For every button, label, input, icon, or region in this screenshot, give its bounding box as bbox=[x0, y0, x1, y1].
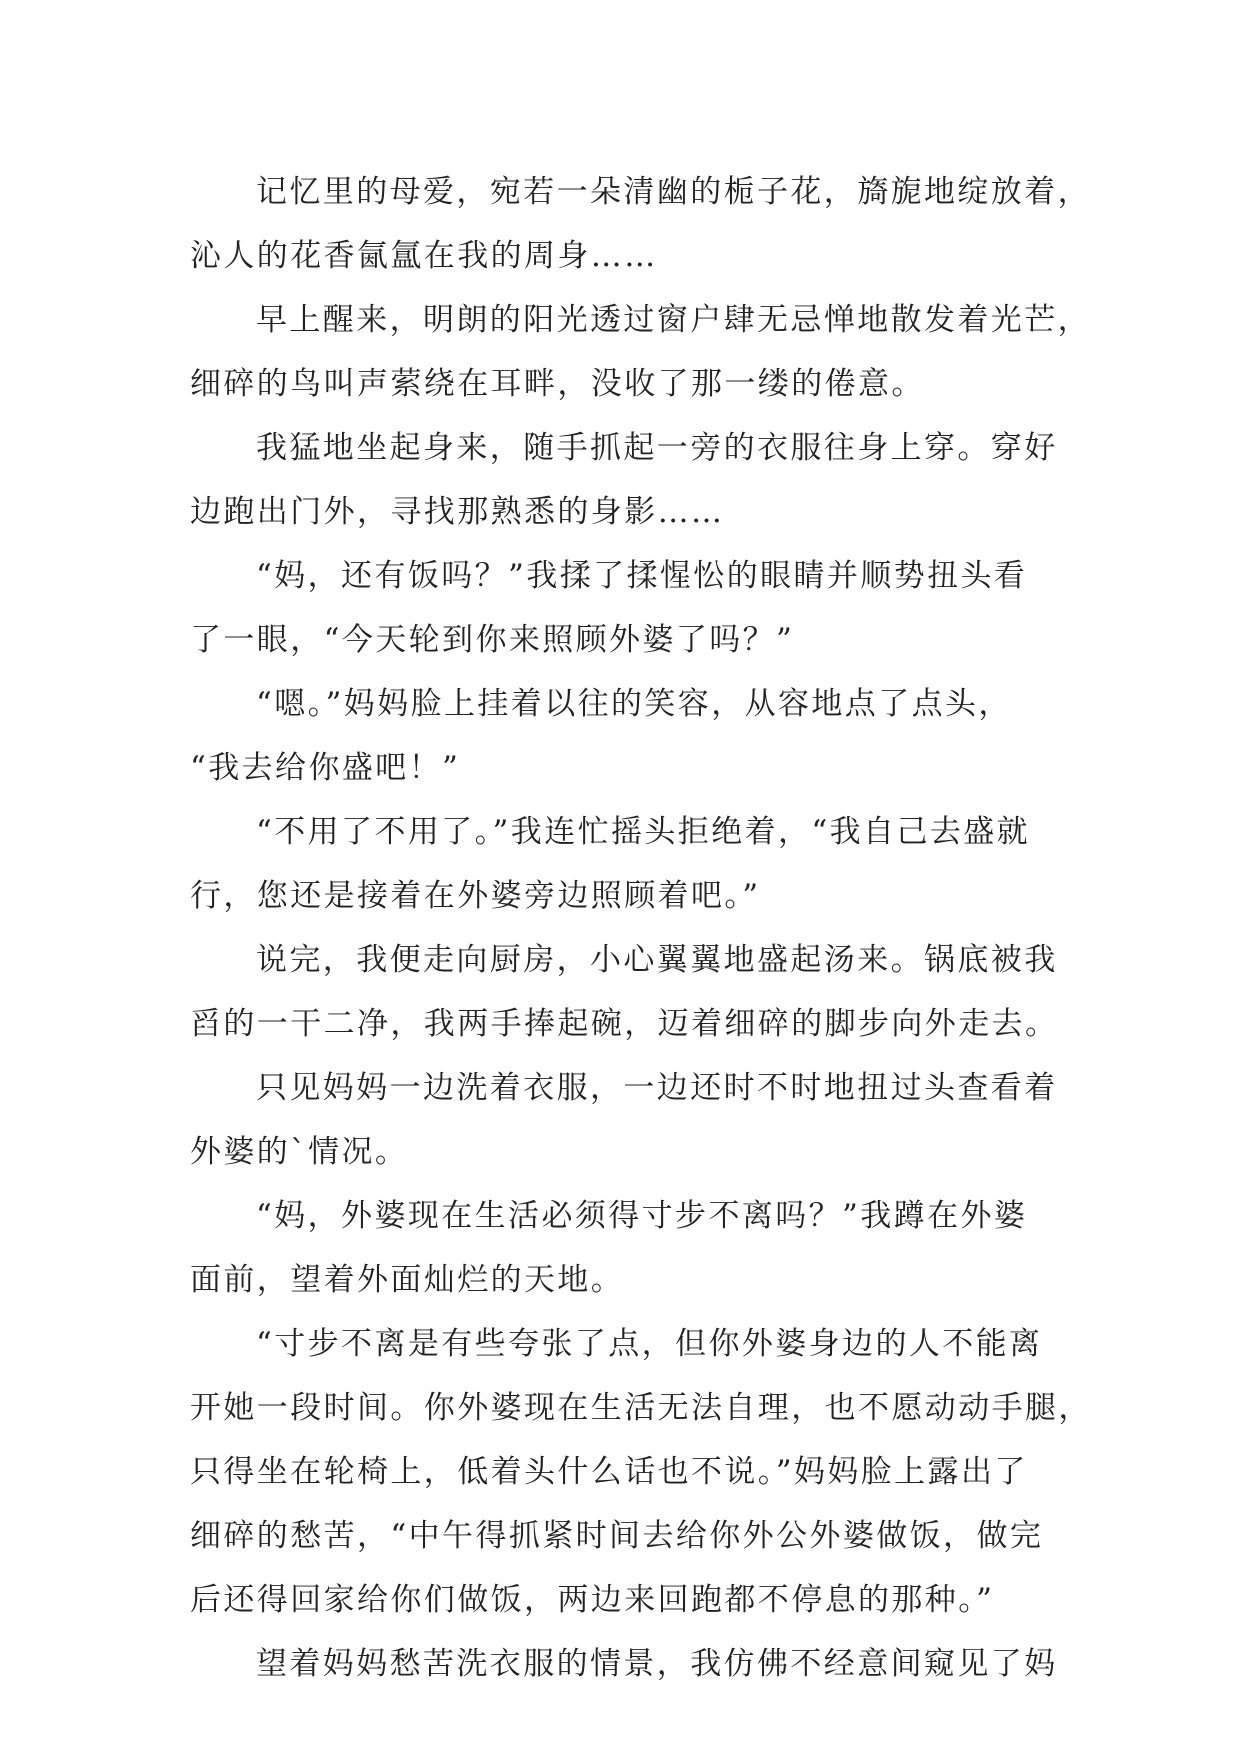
paragraph-10 bbox=[190, 1312, 1092, 1632]
paragraph-line: 后还得回家给你们做饭，两边来回跑都不停息的那种。” bbox=[190, 1582, 995, 1618]
paragraph-1 bbox=[190, 160, 1091, 288]
paragraph-11 bbox=[190, 1632, 1058, 1696]
paragraph-line: 边跑出门外，寻找那熟悉的身影…… bbox=[190, 494, 725, 530]
paragraph-5 bbox=[190, 672, 1050, 800]
paragraph-4 bbox=[190, 544, 1050, 672]
paragraph-line: “不用了不用了。”我连忙摇头拒绝着，“我自己去盛就 bbox=[256, 814, 1031, 850]
paragraph-line: 外婆的`情况。 bbox=[190, 1134, 409, 1170]
paragraph-7 bbox=[190, 928, 1059, 1056]
paragraph-line: “寸步不离是有些夸张了点，但你外婆身边的人不能离 bbox=[256, 1326, 1043, 1362]
paragraph-line: 记忆里的母爱，宛若一朵清幽的栀子花，旖旎地绽放着， bbox=[256, 174, 1091, 210]
paragraph-line: “嗯。”妈妈脸上挂着以往的笑容，从容地点了点头， bbox=[256, 686, 1012, 722]
paragraph-6 bbox=[190, 800, 1050, 928]
paragraph-line: 沁人的花香氤氲在我的周身…… bbox=[190, 238, 658, 274]
paragraph-line: “妈，还有饭吗？”我揉了揉惺忪的眼睛并顺势扭头看 bbox=[256, 558, 1028, 594]
paragraph-line: 舀的一干二净，我两手捧起碗，迈着细碎的脚步向外走去。 bbox=[190, 1006, 1059, 1042]
paragraph-line: 望着妈妈愁苦洗衣服的情景，我仿佛不经意间窥见了妈 bbox=[256, 1646, 1058, 1682]
paragraph-8 bbox=[190, 1056, 1058, 1184]
paragraph-line: 只见妈妈一边洗着衣服，一边还时不时地扭过头查看着 bbox=[256, 1070, 1058, 1106]
paragraph-line: 面前，望着外面灿烂的天地。 bbox=[190, 1262, 625, 1298]
paragraph-2 bbox=[190, 288, 1091, 416]
paragraph-line: 细碎的愁苦，“中午得抓紧时间去给你外公外婆做饭，做完 bbox=[190, 1518, 1044, 1554]
paragraph-line: 了一眼，“今天轮到你来照顾外婆了吗？” bbox=[190, 622, 795, 658]
paragraph-line: 早上醒来，明朗的阳光透过窗户肆无忌惮地散发着光芒， bbox=[256, 302, 1091, 338]
paragraph-line: 我猛地坐起身来，随手抓起一旁的衣服往身上穿。穿好 bbox=[256, 430, 1058, 466]
paragraph-line: 只得坐在轮椅上，低着头什么话也不说。”妈妈脸上露出了 bbox=[190, 1454, 1028, 1490]
document-body bbox=[190, 160, 1092, 1696]
paragraph-line: 细碎的鸟叫声萦绕在耳畔，没收了那一缕的倦意。 bbox=[190, 366, 925, 402]
paragraph-line: “我去给你盛吧！” bbox=[190, 750, 461, 786]
paragraph-3 bbox=[190, 416, 1058, 544]
paragraph-line: 说完，我便走向厨房，小心翼翼地盛起汤来。锅底被我 bbox=[256, 942, 1058, 978]
paragraph-9 bbox=[190, 1184, 1050, 1312]
paragraph-line: 行，您还是接着在外婆旁边照顾着吧。” bbox=[190, 878, 761, 914]
paragraph-line: “妈，外婆现在生活必须得寸步不离吗？”我蹲在外婆 bbox=[256, 1198, 1028, 1234]
paragraph-line: 开她一段时间。你外婆现在生活无法自理，也不愿动动手腿， bbox=[190, 1390, 1092, 1426]
